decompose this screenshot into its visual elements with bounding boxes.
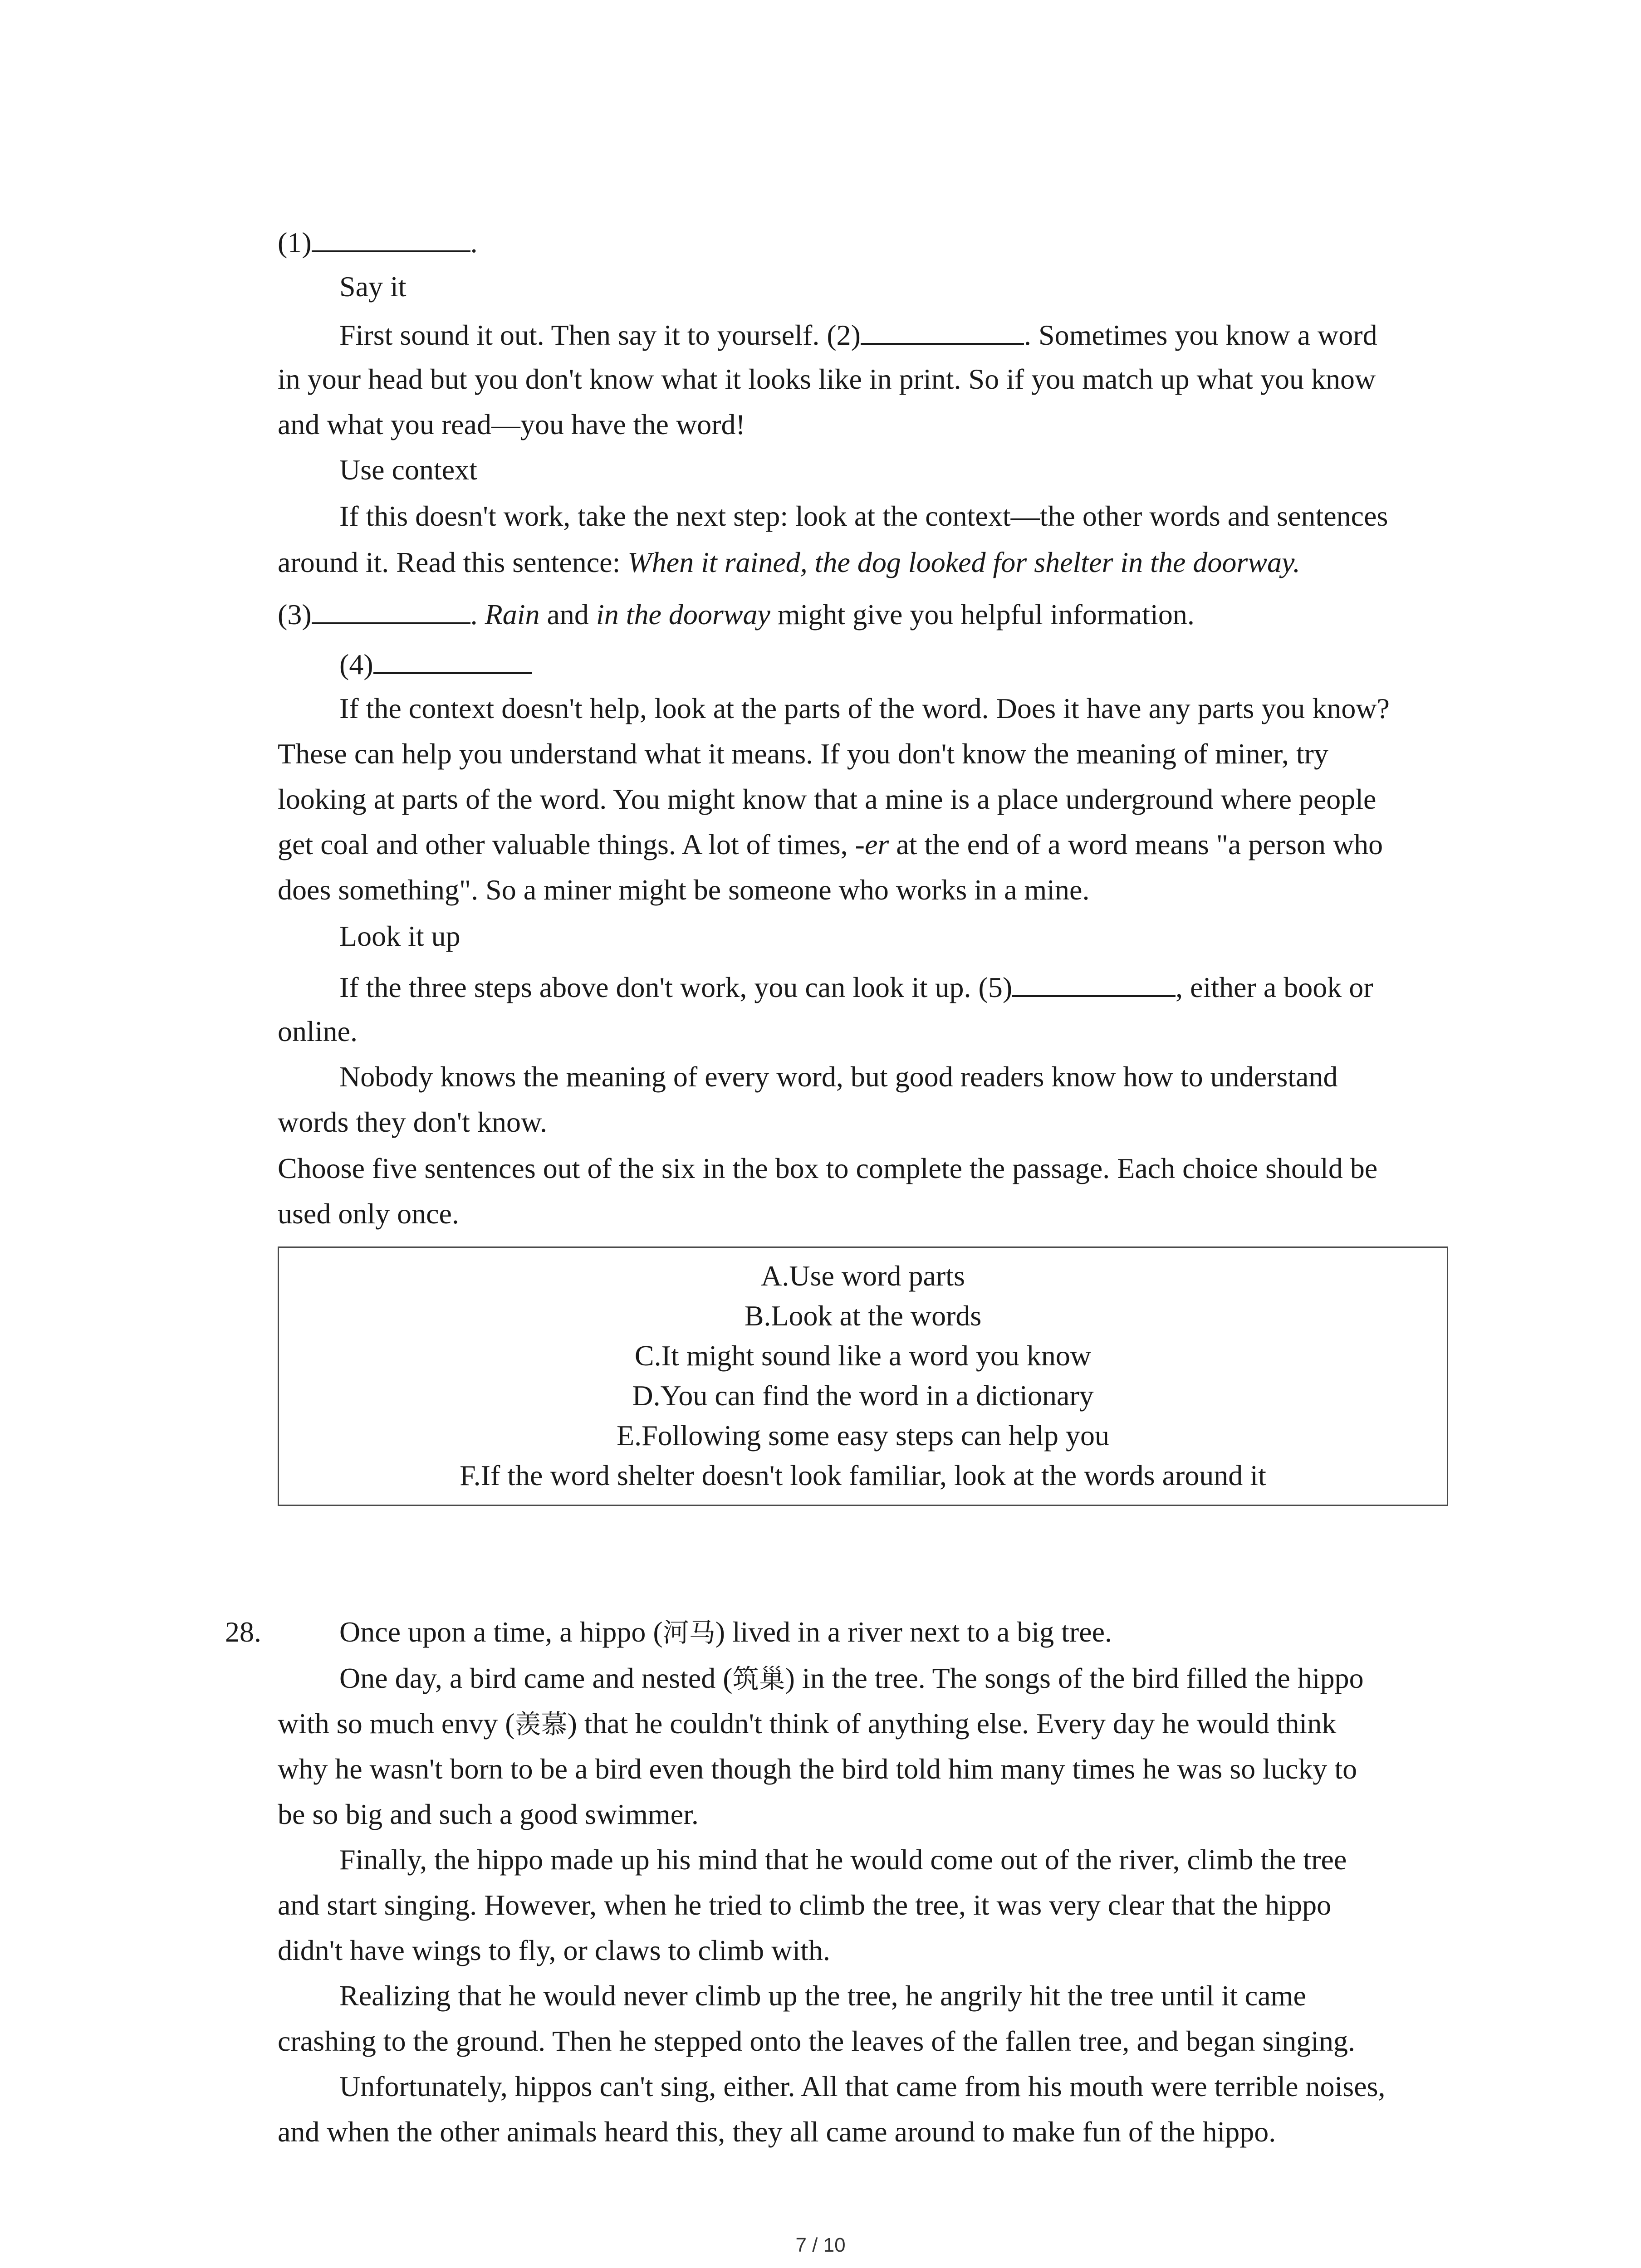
text-fragment: ) in the tree. The songs of the bird filled the hippo — [785, 1662, 1364, 1694]
option-b: B.Look at the words — [744, 1300, 982, 1332]
story-line — [278, 1706, 1448, 1742]
answer-blank-1 — [312, 222, 470, 252]
text-fragment: If the three steps above don't work, you can look it up. (5) — [339, 971, 1013, 1003]
options-box — [278, 1246, 1448, 1506]
instruction-line: used only once. — [278, 1198, 459, 1230]
question-number: 28. — [225, 1616, 261, 1648]
passage-line — [339, 967, 1448, 1006]
text-fragment: , either a book or — [1176, 971, 1373, 1003]
story-line: Realizing that he would never climb up the tree, he angrily hit the tree until it came — [339, 1980, 1306, 2012]
passage-line — [339, 315, 1448, 353]
section-heading-use-context: Use context — [339, 454, 477, 486]
text-fragment: . Sometimes you know a word — [1024, 319, 1377, 351]
text-fragment: . — [470, 226, 478, 259]
passage-line: looking at parts of the word. You might know that a mine is a place underground where people — [278, 783, 1376, 815]
chinese-gloss: 河马 — [662, 1617, 715, 1648]
example-sentence: When it rained, the dog looked for shelter in the doorway. — [627, 546, 1300, 578]
text-fragment: and — [539, 598, 596, 631]
passage-line: Nobody knows the meaning of every word, but good readers know how to understand — [339, 1061, 1338, 1093]
text-fragment: Once upon a time, a hippo ( — [339, 1616, 663, 1648]
option-e: E.Following some easy steps can help you — [616, 1419, 1110, 1452]
passage-line: online. — [278, 1015, 358, 1047]
text-fragment: First sound it out. Then say it to yourself. (2) — [339, 319, 861, 351]
text-fragment: . — [470, 598, 485, 631]
passage-line — [278, 544, 1448, 581]
story-line: be so big and such a good swimmer. — [278, 1798, 699, 1830]
passage-line: If the context doesn't help, look at the parts of the word. Does it have any parts you know? — [339, 692, 1390, 724]
blank-label: (1) — [278, 226, 312, 259]
option-f: F.If the word shelter doesn't look familiar, look at the words around it — [460, 1459, 1266, 1491]
passage-line: and what you read—you have the word! — [278, 408, 745, 440]
story-line: didn't have wings to fly, or claws to climb with. — [278, 1934, 830, 1966]
chinese-gloss: 筑巢 — [732, 1663, 785, 1694]
text-fragment: around it. Read this sentence: — [278, 546, 628, 578]
answer-blank-5 — [1012, 967, 1176, 997]
page-number: 7 / 10 — [795, 2234, 846, 2256]
answer-blank-2 — [861, 315, 1024, 345]
option-d: D.You can find the word in a dictionary — [632, 1379, 1094, 1412]
italic-word: Rain — [485, 598, 540, 631]
story-line: Finally, the hippo made up his mind that he would come out of the river, climb the tree — [339, 1843, 1347, 1876]
chinese-gloss: 羡慕 — [514, 1709, 568, 1740]
text-fragment: at the end of a word means "a person who — [889, 828, 1383, 860]
answer-blank-4 — [373, 644, 532, 674]
text-fragment: ) that he couldn't think of anything else. Every day he would think — [567, 1707, 1337, 1740]
text-fragment: might give you helpful information. — [770, 598, 1195, 631]
passage-line — [278, 826, 1448, 863]
passage-line — [278, 222, 1448, 261]
passage-line: does something". So a miner might be someone who works in a mine. — [278, 874, 1090, 906]
option-c: C.It might sound like a word you know — [634, 1339, 1092, 1372]
story-line — [339, 1614, 1448, 1651]
story-line: Unfortunately, hippos can't sing, either. All that came from his mouth were terrible noises, — [339, 2070, 1386, 2102]
passage-line: in your head but you don't know what it looks like in print. So if you match up what you know — [278, 363, 1376, 395]
story-line: crashing to the ground. Then he stepped onto the leaves of the fallen tree, and began singing. — [278, 2025, 1355, 2057]
option-a: A.Use word parts — [761, 1260, 965, 1292]
passage-line: words they don't know. — [278, 1106, 547, 1138]
blank-label: (3) — [278, 598, 312, 631]
text-fragment: ) lived in a river next to a big tree. — [715, 1616, 1112, 1648]
story-line: and start singing. However, when he tried to climb the tree, it was very clear that the hippo — [278, 1889, 1332, 1921]
italic-phrase: in the doorway — [596, 598, 770, 631]
passage-line — [339, 644, 1448, 683]
section-heading-look-it-up: Look it up — [339, 920, 460, 952]
passage-line: These can help you understand what it means. If you don't know the meaning of miner, try — [278, 738, 1328, 770]
instruction-line: Choose five sentences out of the six in the box to complete the passage. Each choice should be — [278, 1152, 1378, 1184]
text-fragment: with so much envy ( — [278, 1707, 515, 1740]
story-line: and when the other animals heard this, they all came around to make fun of the hippo. — [278, 2116, 1276, 2148]
passage-line: If this doesn't work, take the next step: look at the context—the other words and sentences — [339, 500, 1388, 532]
story-line — [339, 1660, 1448, 1697]
text-fragment: get coal and other valuable things. A lot of times, — [278, 828, 855, 860]
blank-label: (4) — [339, 648, 373, 680]
story-line: why he wasn't born to be a bird even though the bird told him many times he was so lucky to — [278, 1753, 1357, 1785]
text-fragment: One day, a bird came and nested ( — [339, 1662, 733, 1694]
italic-suffix: -er — [855, 828, 889, 860]
answer-blank-3 — [312, 594, 470, 624]
section-heading-say-it: Say it — [339, 270, 407, 303]
passage-line — [278, 594, 1448, 633]
